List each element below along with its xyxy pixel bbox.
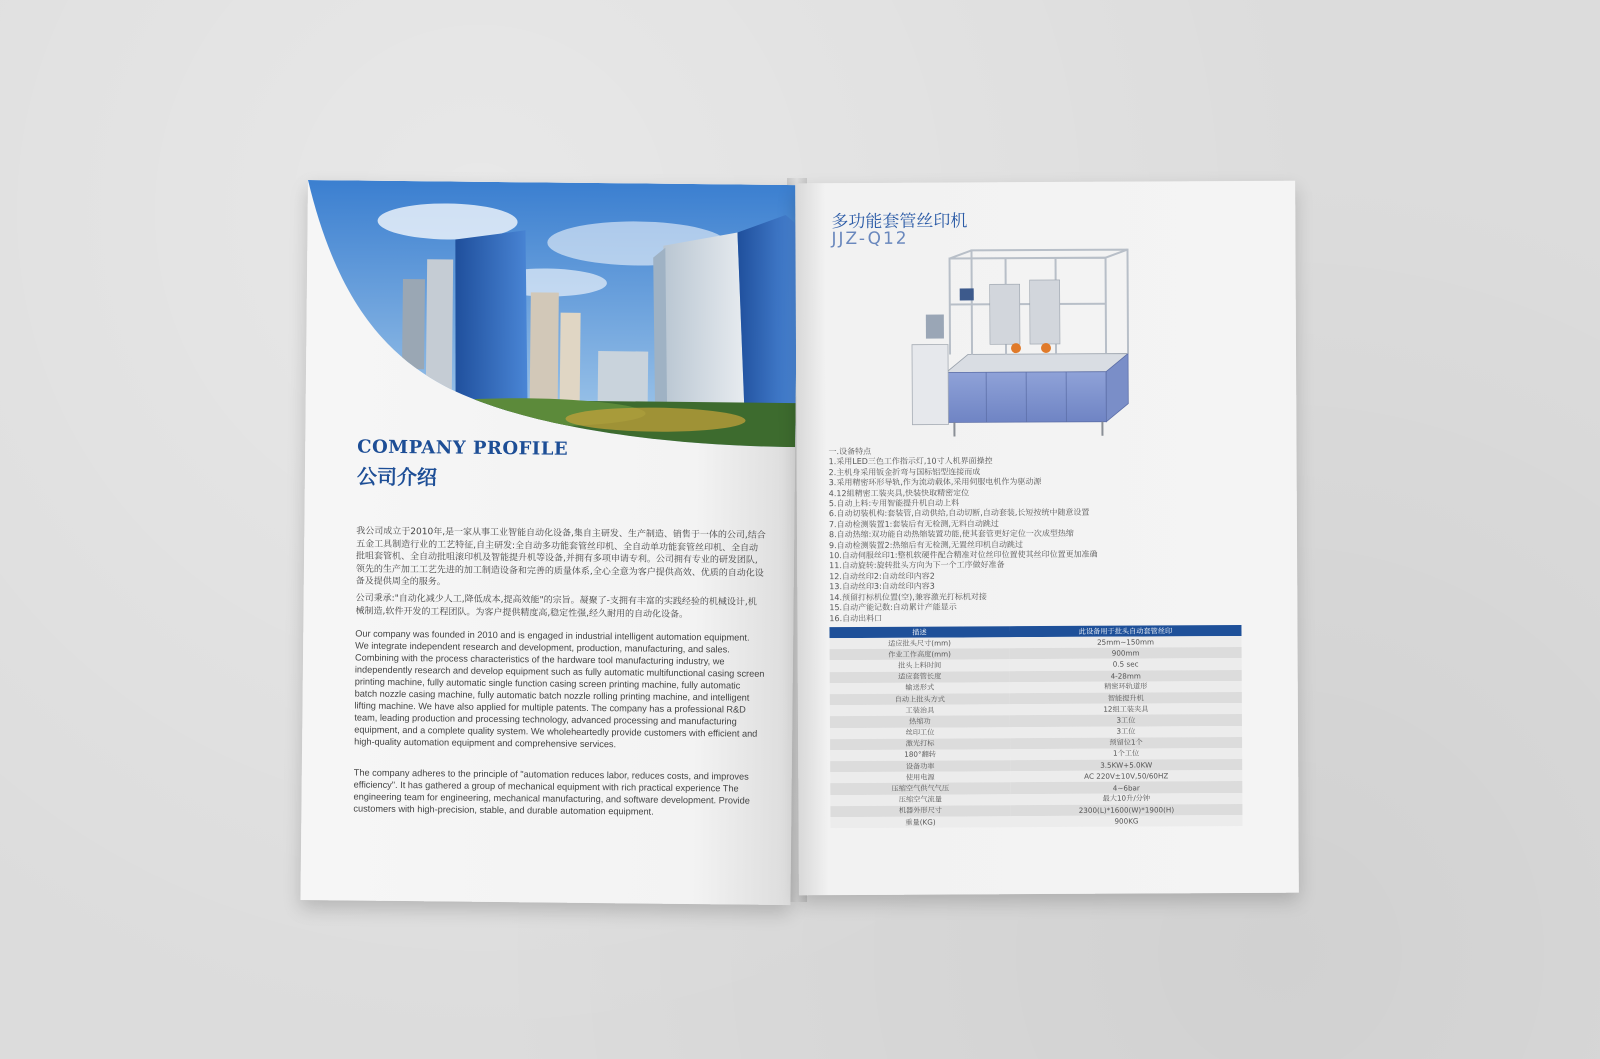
spec-value: 精密环轨道形 — [1010, 681, 1242, 693]
spec-value: 12组工装夹具 — [1010, 703, 1242, 715]
spec-value: 900mm — [1010, 647, 1242, 659]
spec-key: 重量(KG) — [830, 816, 1010, 828]
spec-key: 使用电源 — [830, 771, 1010, 783]
intro-paragraph-cn-2 — [355, 593, 765, 622]
spec-table — [829, 625, 1242, 828]
spec-key: 激光打标 — [830, 738, 1010, 750]
spec-value: 预留位1个 — [1010, 737, 1242, 749]
feature-item: 2.主机身采用钣金折弯与国标铝型连接而成 — [828, 467, 981, 477]
spec-key: 输送形式 — [830, 682, 1010, 694]
feature-item: 7.自动检测装置1:套装后有无检测,无料自动跳过 — [828, 519, 999, 529]
intro-text: Our company was founded in 2010 and is engaged in industrial intelligent automation equipment. We integrate independent research and development, production, manufacturing, and sales. Combining with the process characteristics of the hardware tool manufacturing industry, we independently research and develop equipment such as fully automatic multifunctional casing screen printing machine, fully automatic single function casing screen printing machine, fully automatic batch nozzle casing machine, fully automatic batch nozzle rolling printing machine, and intelligent lifting machine. We have also applied for multiple patents. The company has a professional R&D team, leading production and processing technology, advanced processing and manufacturing equipment, and a complete quality system. We wholeheartedly provide customers with efficient and high-quality automation equipment and comprehensive services. — [354, 628, 765, 750]
spec-value: 900KG — [1010, 815, 1242, 827]
company-profile-title-cn: 公司介绍 — [356, 464, 438, 490]
intro-paragraph-en-2 — [353, 767, 763, 819]
city-buildings-photo — [305, 180, 798, 455]
feature-item: 6.自动切装机构:套装管,自动供给,自动切断,自动套装,长短按统中随意设置 — [828, 508, 1090, 519]
spec-key: 丝印工位 — [830, 727, 1010, 739]
spec-value: 1个工位 — [1010, 748, 1242, 760]
left-page — [300, 180, 798, 905]
spec-key: 机器外形尺寸 — [830, 805, 1010, 817]
feature-item: 8.自动热缩:双功能自动热缩装置功能,使其套管更好定位一次成型热缩 — [828, 529, 1074, 540]
spec-header-desc: 描述 — [829, 626, 1009, 638]
spec-value: 25mm~150mm — [1010, 636, 1242, 648]
feature-item: 4.12組精密工装夹具,快装快取精密定位 — [828, 488, 970, 498]
spec-key: 批头上料时间 — [830, 660, 1010, 672]
machine-illustration — [905, 243, 1146, 444]
feature-item: 10.自动伺服丝印1:整机软硬件配合精准对位丝印位置使其丝印位置更加准确 — [829, 549, 1098, 561]
feature-item: 1.采用LED三色工作指示灯,10寸人机界面操控 — [828, 456, 993, 467]
company-profile-title-en: COMPANY PROFILE — [357, 436, 569, 460]
spec-key: 压缩空气流量 — [830, 794, 1010, 806]
spec-value: 3.5KW+5.0KW — [1010, 759, 1242, 771]
feature-item: 13.自动丝印3:自动丝印内容3 — [829, 581, 935, 592]
feature-item: 14.预留打标机位置(空),兼容激光打标机对接 — [829, 592, 987, 602]
intro-text: 公司秉承:"自动化减少人工,降低成本,提高效能"的宗旨。凝聚了-支拥有丰富的实践经验的机械设计,机械制造,软件开发的工程团队。为客户提供精度高,稳定性强,经久耐用的自动化设备。 — [355, 593, 757, 620]
feature-item: 11.自动旋转:旋转批头方向为下一个工序做好准备 — [829, 560, 1005, 571]
spec-key: 设备功率 — [830, 760, 1010, 772]
spec-key: 工装治具 — [830, 704, 1010, 716]
feature-item: 5.自动上料:专用智能提升机自动上料 — [828, 498, 960, 509]
spec-value: 4~6bar — [1010, 781, 1242, 793]
spec-key: 热缩功 — [830, 716, 1010, 728]
feature-item: 12.自动丝印2:自动丝印内容2 — [829, 571, 935, 582]
feature-item: 一.设备特点 — [828, 446, 872, 457]
spec-value: AC 220V±10V,50/60HZ — [1010, 770, 1242, 782]
intro-paragraph-en-1 — [354, 628, 765, 752]
feature-item: 3.采用精密环形导轨,作为流动载体,采用伺服电机作为驱动源 — [828, 477, 1042, 488]
spec-key: 180°翻转 — [830, 749, 1010, 761]
spec-header-note: 此设备用于批头自动套管丝印 — [1009, 625, 1241, 637]
spec-value: 3工位 — [1010, 725, 1242, 737]
spec-value: 3工位 — [1010, 714, 1242, 726]
feature-item: 15.自动产能记数:自动累计产能显示 — [829, 602, 957, 613]
product-model: JJZ-Q12 — [831, 228, 909, 250]
spec-value: 4-28mm — [1010, 670, 1242, 682]
product-title: 多功能套管丝印机 — [831, 211, 968, 233]
spec-key: 适应套管长度 — [830, 671, 1010, 683]
intro-text: The company adheres to the principle of "automation reduces labor, reduces costs, and improves efficiency". It has gathered a group of mechanical equipment with rich practical experience The engineering team for engineering, mechanical manufacturing, and software development. Provide customers with high-precision, stable, and durable automation equipment. — [353, 767, 750, 817]
spec-value: 最大10升/分钟 — [1010, 793, 1242, 805]
spec-row — [830, 815, 1242, 828]
spec-value: 0.5 sec — [1010, 658, 1242, 670]
spec-key: 压缩空气供气气压 — [830, 783, 1010, 795]
intro-text: 我公司成立于2010年,是一家从事工业智能自动化设备,集自主研发、生产制造、销售于一体的公司,结合五金工具制造行业的工艺特征,自主研发:全自动多功能套管丝印机、全自动单功能套管丝印机、全自动批咀套管机、全自动批咀滚印机及智能提升机等设备,并拥有多项申请专利。公司拥有专业的研发团队,领先的生产加工工艺先进的加工制造设备和完善的质量体系,全心全意为客户提供高效、优质的自动化设备及提供周全的服务。 — [355, 526, 766, 588]
feature-list — [829, 445, 1250, 624]
spec-key: 适应批头尺寸(mm) — [830, 637, 1010, 649]
feature-item: 9.自动检测装置2:热缩后有无检测,无置丝印机自动跳过 — [829, 539, 1024, 550]
right-page — [795, 181, 1299, 896]
spec-key: 自动上批头方式 — [830, 693, 1010, 705]
spec-value: 智能提升机 — [1010, 692, 1242, 704]
spec-value: 2300(L)*1600(W)*1900(H) — [1010, 804, 1242, 816]
feature-item: 16.自动出料口 — [829, 613, 883, 623]
intro-paragraph-cn-1 — [356, 526, 767, 593]
spec-key: 作业工作高度(mm) — [830, 648, 1010, 660]
